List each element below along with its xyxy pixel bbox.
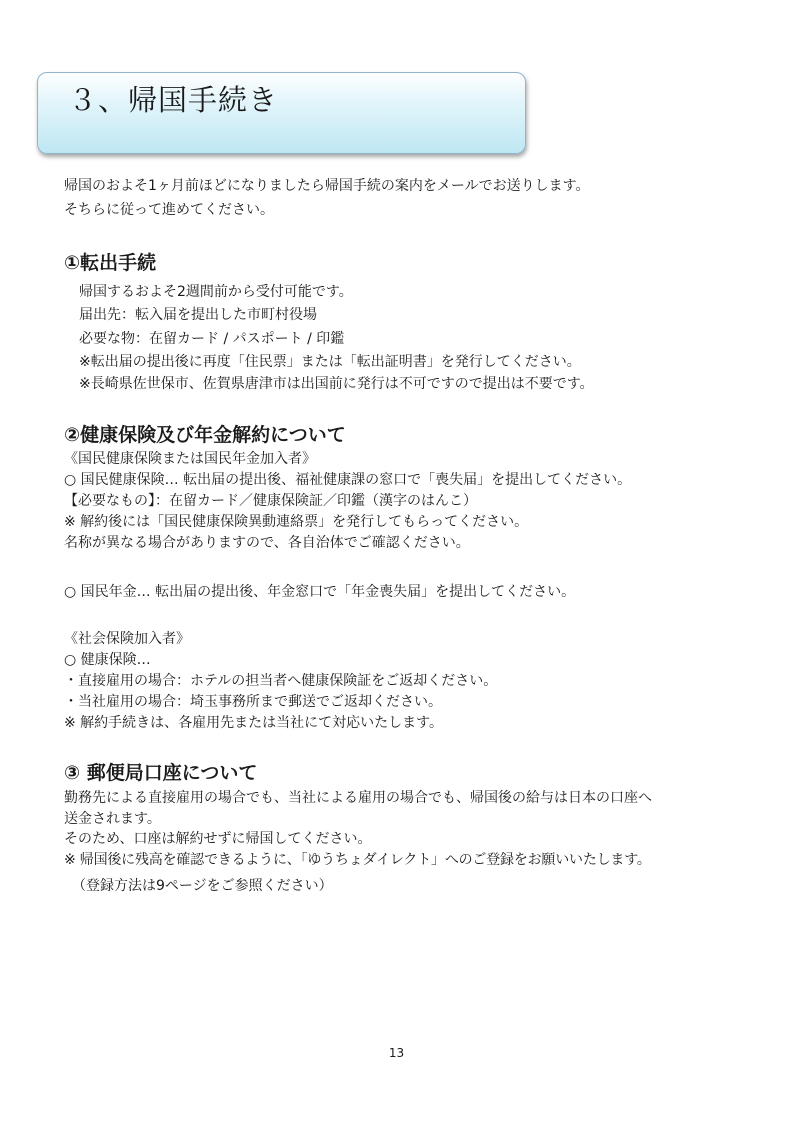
section3-line: 送金されます。 — [64, 811, 161, 827]
pension-line: ○ 国民年金… 転出届の提出後、年金窓口で「年金喪失届」を提出してください。 — [64, 584, 576, 600]
section2-line: 【必要なもの】：在留カード／健康保険証／印鑑（漢字のはんこ） — [64, 493, 477, 509]
page-title: ３、帰国手続き — [68, 83, 279, 117]
section2-note: ※ 解約手続きは、各雇用先または当社にて対応いたします。 — [64, 715, 444, 731]
section2-line: 名称が異なる場合がありますので、各自治体でご確認ください。 — [64, 535, 470, 551]
section2-line: ・当社雇用の場合：埼玉事務所まで郵送でご返却ください。 — [64, 694, 442, 710]
section3-line: そのため、口座は解約せずに帰国してください。 — [64, 831, 372, 847]
section1-line: 届出先：転入届を提出した市町村役場 — [79, 307, 317, 323]
section1-note: ※長崎県佐世保市、佐賀県唐津市は出国前に発行は不可ですので提出は不要です。 — [79, 376, 594, 392]
section2-line: ○ 健康保険… — [64, 652, 151, 668]
section3-note: ※ 帰国後に残高を確認できるように、「ゆうちょダイレクト」へのご登録をお願いいたします。 — [64, 852, 651, 868]
section2-subheading: 《社会保険加入者》 — [64, 631, 190, 647]
section1-note: ※転出届の提出後に再度「住民票」または「転出証明書」を発行してください。 — [79, 354, 581, 370]
section-title-banner — [37, 72, 526, 154]
section2-line: ○ 国民健康保険… 転出届の提出後、福祉健康課の窓口で「喪失届」を提出してください。 — [64, 472, 632, 488]
intro-line: 帰国のおよそ1ヶ月前ほどになりましたら帰国手続の案内をメールでお送りします。 — [64, 178, 590, 194]
intro-line: そちらに従って進めてください。 — [64, 202, 274, 218]
section3-heading: ③ 郵便局口座について — [64, 762, 258, 784]
section1-heading: ①転出手続 — [64, 252, 157, 274]
section3-line: （登録方法は9ページをご参照ください） — [72, 878, 333, 894]
section2-subheading: 《国民健康保険または国民年金加入者》 — [64, 451, 316, 467]
section2-heading: ②健康保険及び年金解約について — [64, 424, 346, 446]
section2-note: ※ 解約後には「国民健康保険異動連絡票」を発行してもらってください。 — [64, 514, 529, 530]
section1-line: 必要な物：在留カード / パスポート / 印鑑 — [79, 331, 345, 347]
section2-line: ・直接雇用の場合：ホテルの担当者へ健康保険証をご返却ください。 — [64, 673, 498, 689]
section3-line: 勤務先による直接雇用の場合でも、当社による雇用の場合でも、帰国後の給与は日本の口座へ — [64, 790, 652, 806]
page-number: 13 — [388, 1046, 405, 1060]
section1-line: 帰国するおよそ2週間前から受付可能です。 — [79, 284, 353, 300]
